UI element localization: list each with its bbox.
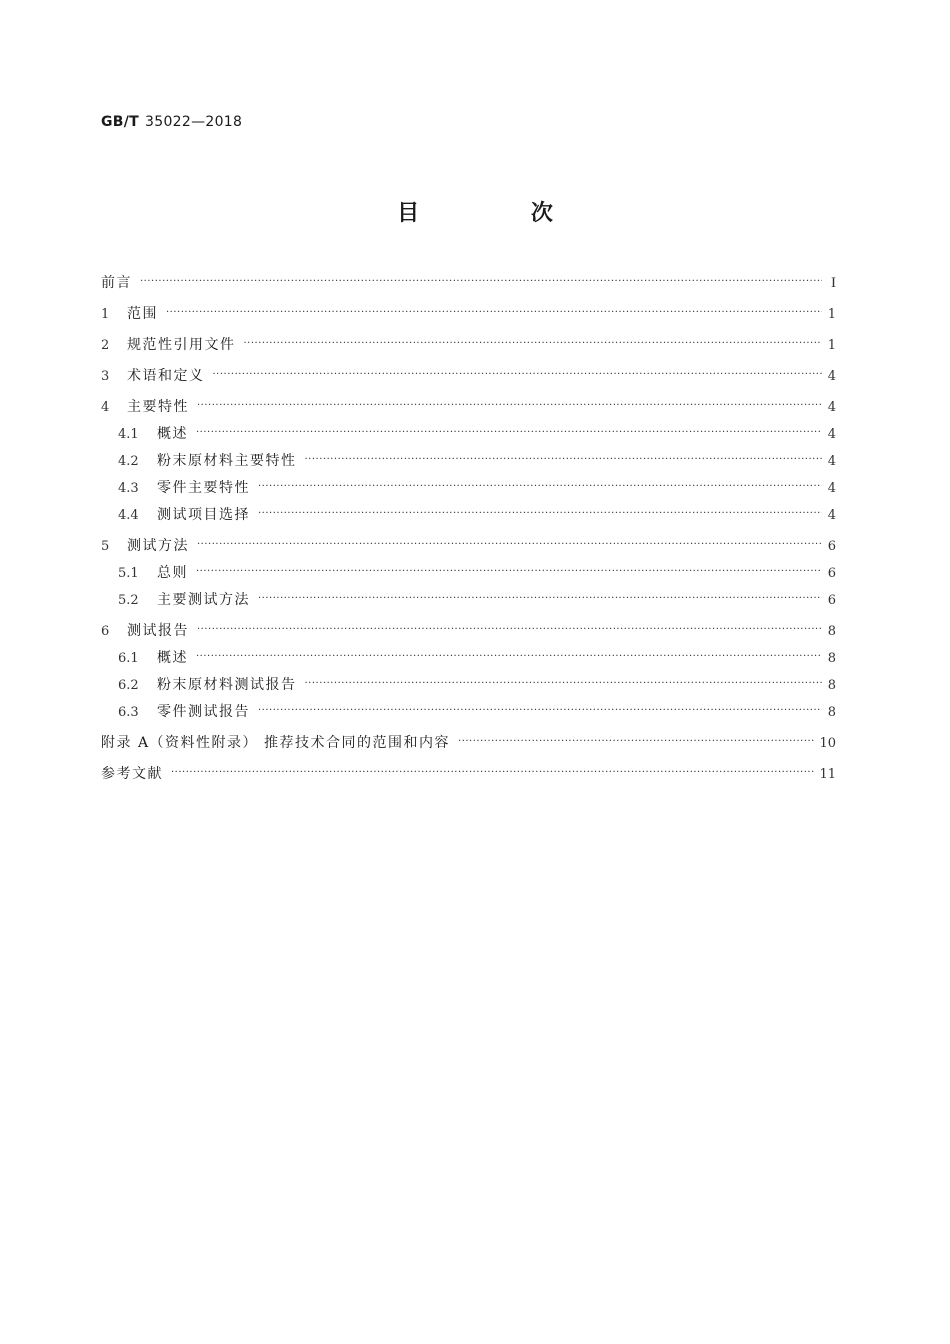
toc-entry[interactable]	[101, 452, 836, 472]
toc-entry-title: 测试项目选择	[157, 507, 250, 523]
toc-entry-page: 1	[827, 307, 836, 322]
toc-leader-dots	[196, 648, 822, 666]
toc-entry[interactable]	[101, 274, 836, 294]
toc-leader-dots	[305, 451, 823, 469]
toc-entry[interactable]	[101, 336, 836, 356]
toc-entry[interactable]	[101, 506, 836, 526]
toc-entry[interactable]	[101, 398, 836, 418]
toc-entry-number: 3	[101, 369, 110, 384]
standard-code	[101, 114, 242, 130]
toc-entry[interactable]	[101, 676, 836, 696]
toc-leader-dots	[258, 505, 822, 523]
toc-entry-number: 4	[101, 400, 110, 415]
toc-entry-title: 测试报告	[127, 623, 189, 639]
toc-leader-dots	[166, 304, 822, 322]
toc-entry-page: 4	[827, 454, 836, 469]
toc-entry[interactable]	[101, 537, 836, 557]
toc-leader-dots	[196, 563, 822, 581]
toc-entry-page: 10	[819, 736, 836, 751]
toc-leader-dots	[213, 366, 823, 384]
toc-entry-title: 零件测试报告	[157, 704, 250, 720]
toc-entry[interactable]	[101, 765, 836, 785]
toc-entry[interactable]	[101, 367, 836, 387]
toc-leader-dots	[140, 273, 822, 291]
toc-entry[interactable]	[101, 479, 836, 499]
toc-entry-title: 主要特性	[127, 399, 189, 415]
toc-entry-page: 4	[827, 400, 836, 415]
toc-entry-title: 总则	[157, 565, 188, 581]
toc-entry-title: 规范性引用文件	[127, 337, 236, 353]
toc-entry-page: 4	[827, 427, 836, 442]
toc-entry-page: 8	[827, 624, 836, 639]
toc-entry[interactable]	[101, 649, 836, 669]
toc-entry-number: 1	[101, 307, 110, 322]
toc-entry-number: 5.2	[118, 593, 139, 608]
toc-entry-title: 参考文献	[101, 766, 163, 782]
toc-leader-dots	[196, 424, 822, 442]
toc-leader-dots	[197, 397, 822, 415]
toc-entry-page: 1	[827, 338, 836, 353]
toc-leader-dots	[171, 764, 815, 782]
toc-entry-number: 2	[101, 338, 110, 353]
toc-entry[interactable]	[101, 305, 836, 325]
toc-entry-number: 5	[101, 539, 110, 554]
standard-number: 35022—2018	[145, 114, 243, 130]
toc-entry-page: 4	[827, 481, 836, 496]
toc-leader-dots	[244, 335, 823, 353]
toc-entry-title: 粉末原材料测试报告	[157, 677, 297, 693]
toc-entry-number: 4.1	[118, 427, 139, 442]
toc-entry-page: 6	[827, 593, 836, 608]
toc-leader-dots	[305, 675, 823, 693]
toc-entry-number: 6.2	[118, 678, 139, 693]
toc-entry[interactable]	[101, 734, 836, 754]
toc-leader-dots	[197, 536, 822, 554]
toc-entry[interactable]	[101, 591, 836, 611]
toc-entry-page: 8	[827, 651, 836, 666]
toc-entry-page: 8	[827, 705, 836, 720]
toc-entry-number: 4.2	[118, 454, 139, 469]
toc-entry-number: 6.1	[118, 651, 139, 666]
toc-entry-number: 4.4	[118, 508, 139, 523]
toc-entry-page: 4	[827, 508, 836, 523]
toc-entry-number: 6	[101, 624, 110, 639]
table-of-contents	[101, 274, 836, 785]
toc-entry-page: 6	[827, 566, 836, 581]
toc-entry-title: 附录 A（资料性附录） 推荐技术合同的范围和内容	[101, 735, 451, 751]
toc-entry-number: 5.1	[118, 566, 139, 581]
toc-leader-dots	[258, 478, 822, 496]
toc-entry-title: 测试方法	[127, 538, 189, 554]
toc-entry-title: 零件主要特性	[157, 480, 250, 496]
toc-entry[interactable]	[101, 425, 836, 445]
toc-entry-number: 6.3	[118, 705, 139, 720]
toc-entry-page: 11	[819, 767, 836, 782]
toc-entry-page: 8	[827, 678, 836, 693]
toc-entry-title: 范围	[127, 306, 158, 322]
toc-leader-dots	[258, 590, 822, 608]
toc-entry-page: 4	[827, 369, 836, 384]
page-title: 目 次	[397, 201, 605, 226]
toc-entry[interactable]	[101, 564, 836, 584]
toc-entry-title: 概述	[157, 426, 188, 442]
toc-entry-title: 前言	[101, 275, 132, 291]
toc-entry-title: 术语和定义	[127, 368, 205, 384]
toc-entry-page: 6	[827, 539, 836, 554]
toc-leader-dots	[197, 621, 822, 639]
toc-entry[interactable]	[101, 703, 836, 723]
toc-entry-title: 粉末原材料主要特性	[157, 453, 297, 469]
toc-leader-dots	[258, 702, 822, 720]
toc-entry-title: 主要测试方法	[157, 592, 250, 608]
toc-entry-title: 概述	[157, 650, 188, 666]
standard-prefix: GB/T	[101, 114, 140, 130]
toc-entry[interactable]	[101, 622, 836, 642]
toc-entry-page: I	[831, 275, 836, 291]
toc-leader-dots	[458, 733, 815, 751]
toc-entry-number: 4.3	[118, 481, 139, 496]
